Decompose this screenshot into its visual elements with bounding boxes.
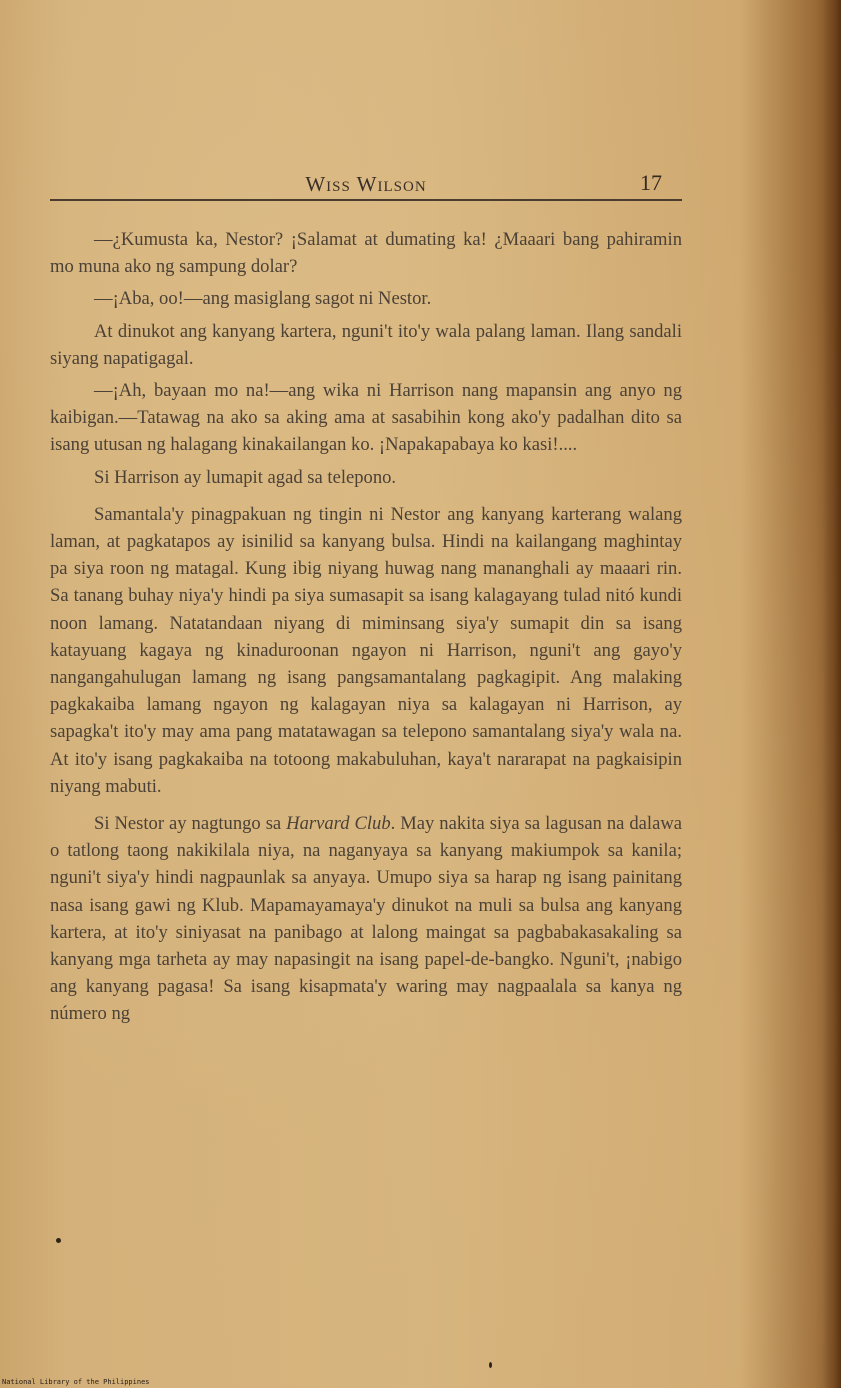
paragraph [50, 810, 682, 1028]
running-title: Wiss Wilson [305, 172, 427, 196]
running-header [50, 168, 682, 198]
paragraph-text: . May nakita siya sa lagusan na dalawa o tatlong taong nakikilala niya, na naganyaya sa kanyang makiumpok sa kanila; nguni't siya'y hindi nagpaunlak sa anyaya. Umupo siya sa harap ng isang painitang nasa isang gawi ng Klub. Mapamayamaya'y dinukot na muli sa bulsa ang kanyang kartera, at ito'y siniyasat na panibago at lalong maingat sa pagbabakasakaling sa kanyang mga tarheta ay may napasingit na isang papel-de-bangko. Nguni't, ¡nabigo ang kanyang pagasa! Sa isang kisapmata'y waring may nagpaalala sa kanya ng número ng [50, 813, 683, 1025]
club-name: Harvard Club [286, 813, 391, 835]
paragraph: At dinukot ang kanyang kartera, nguni't ito'y wala palang laman. Ilang sandali siyang napatigagal. [50, 320, 682, 369]
page-edge-shadow [823, 0, 841, 1388]
body-text [50, 226, 682, 1033]
paragraph-text: Si Nestor ay nagtungo sa [94, 813, 287, 835]
page-number: 17 [640, 170, 662, 195]
paragraph: Samantala'y pinagpakuan ng tingin ni Nestor ang kanyang karterang walang laman, at pagkatapos ay isinilid sa kanyang bulsa. Hindi na kailangang maghintay pa siya roon ng matagal. Kung ibig niyang huwag nang mananghali ay maaari rin. Sa tanang buhay niya'y hindi pa siya sumasapit sa isang kalagayang tulad nitó kundi noon lamang. Natatandaan niyang di miminsang siya'y sumapit din sa isang katayuang kagaya ng kinaduroonan ngayon ni Harrison, nguni't ang gayo'y nangangahulugan lamang ng isang pangsamantalang pagkagipit. Ang malaking pagkakaiba lamang ngayon ng kalagayan niya sa kalagayan ni Harrison, ay sapagka't ito'y may ama pang matatawagan sa telepono samantalang siya'y wala na. At ito'y isang pagkakaiba na totoong makabuluhan, kaya't nararapat na pagkaisipin niyang mabuti. [50, 503, 682, 797]
paragraph: —¿Kumusta ka, Nestor? ¡Salamat at dumating ka! ¿Maaari bang pahiramin mo muna ako ng sampung dolar? [50, 229, 682, 278]
ink-speck [56, 1238, 61, 1243]
paragraph: Si Harrison ay lumapit agad sa telepono. [94, 466, 397, 488]
ink-speck [489, 1362, 492, 1368]
header-rule [50, 199, 682, 201]
paragraph: —¡Ah, bayaan mo na!—ang wika ni Harrison nang mapansin ang anyo ng kaibigan.—Tatawag na ako sa aking ama at sasabihin kong ako'y padalhan dito sa isang utusan ng halagang kinakailangan ko. ¡Napakapabaya ko kasi!.... [50, 380, 682, 456]
paragraph: —¡Aba, oo!—ang masiglang sagot ni Nestor. [94, 288, 432, 310]
footer-credit: National Library of the Philippines [2, 1378, 150, 1386]
